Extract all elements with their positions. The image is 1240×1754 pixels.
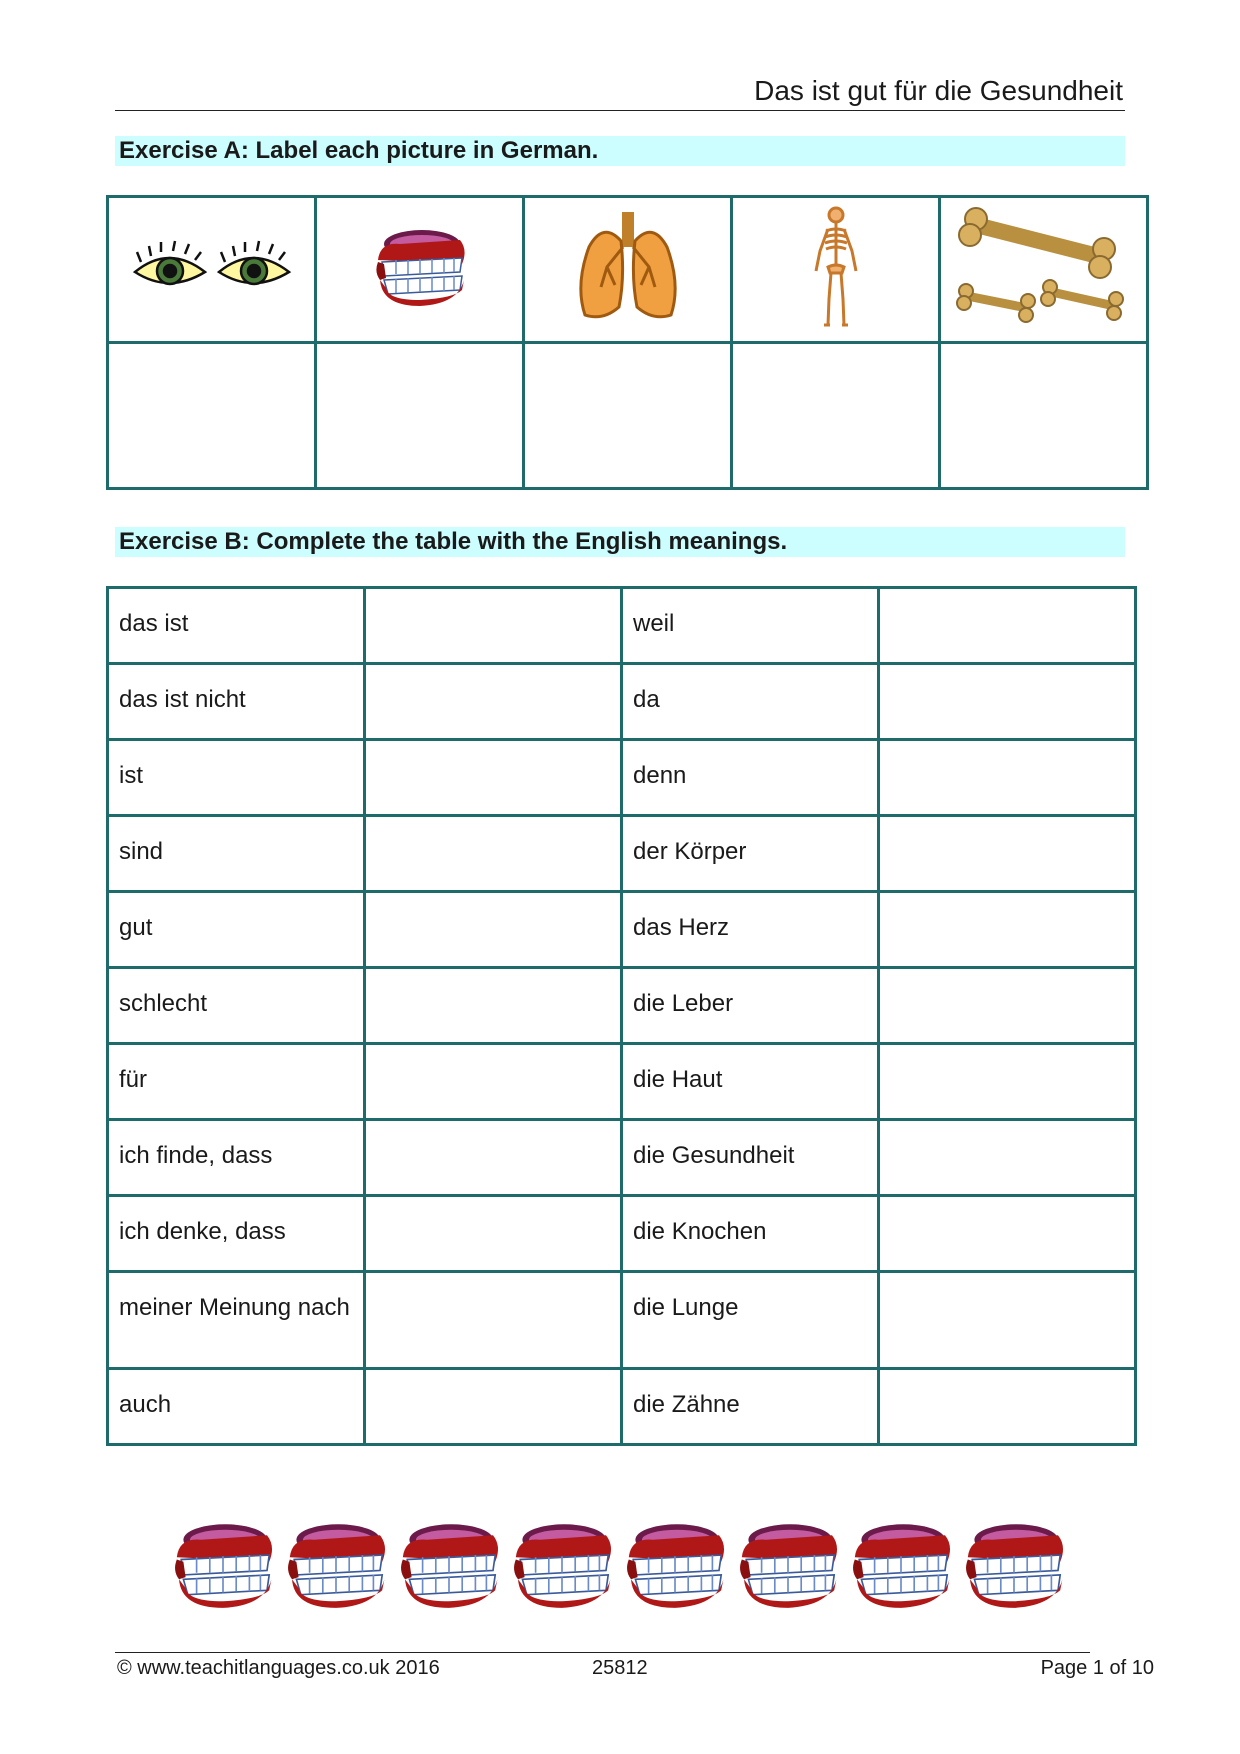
answer-cell[interactable]: [108, 343, 316, 489]
answer-cell[interactable]: [365, 1044, 622, 1120]
table-row: [108, 664, 1136, 740]
lungs-icon: [573, 207, 683, 327]
picture-row: [108, 197, 1148, 343]
skeleton-icon: [806, 205, 866, 330]
answer-cell[interactable]: [365, 1196, 622, 1272]
teeth-icon: [394, 1515, 504, 1615]
teeth-icon: [959, 1515, 1069, 1615]
picture-cell-teeth: [316, 197, 524, 343]
table-row: [108, 1272, 1136, 1369]
german-word: ist: [108, 740, 365, 816]
table-row: [108, 1044, 1136, 1120]
table-row: [108, 1196, 1136, 1272]
answer-cell[interactable]: [879, 1369, 1136, 1445]
exercise-b-heading: Exercise B: Complete the table with the English meanings.: [115, 527, 1125, 557]
german-word: denn: [622, 740, 879, 816]
answer-cell[interactable]: [879, 892, 1136, 968]
german-word: die Haut: [622, 1044, 879, 1120]
picture-cell-bones: [940, 197, 1148, 343]
german-word: ich finde, dass: [108, 1120, 365, 1196]
page-title: Das ist gut für die Gesundheit: [754, 75, 1123, 106]
picture-cell-eyes: [108, 197, 316, 343]
answer-cell[interactable]: [879, 588, 1136, 664]
answer-cell[interactable]: [732, 343, 940, 489]
table-row: [108, 892, 1136, 968]
answer-cell[interactable]: [879, 1044, 1136, 1120]
teeth-icon: [507, 1515, 617, 1615]
footer-rule: [115, 1652, 1090, 1653]
footer-page-number: Page 1 of 10: [1040, 1657, 1154, 1679]
footer-copyright: © www.teachitlanguages.co.uk 2016: [117, 1657, 440, 1679]
table-row: [108, 968, 1136, 1044]
german-word: für: [108, 1044, 365, 1120]
answer-cell[interactable]: [879, 740, 1136, 816]
table-row: [108, 740, 1136, 816]
teeth-icon: [846, 1515, 956, 1615]
teeth-decoration: [168, 1515, 1078, 1615]
german-word: meiner Meinung nach: [108, 1272, 365, 1369]
answer-cell[interactable]: [524, 343, 732, 489]
answer-cell[interactable]: [365, 892, 622, 968]
answer-row: [108, 343, 1148, 489]
german-word: schlecht: [108, 968, 365, 1044]
exercise-a-heading: Exercise A: Label each picture in German.: [115, 136, 1125, 166]
answer-cell[interactable]: [365, 740, 622, 816]
german-word: die Zähne: [622, 1369, 879, 1445]
answer-cell[interactable]: [365, 968, 622, 1044]
footer-code: 25812: [592, 1657, 648, 1679]
teeth-icon: [370, 222, 470, 312]
german-word: weil: [622, 588, 879, 664]
answer-cell[interactable]: [365, 1120, 622, 1196]
german-word: sind: [108, 816, 365, 892]
teeth-icon: [168, 1515, 278, 1615]
answer-cell[interactable]: [316, 343, 524, 489]
answer-cell[interactable]: [365, 588, 622, 664]
answer-cell[interactable]: [365, 816, 622, 892]
german-word: die Knochen: [622, 1196, 879, 1272]
answer-cell[interactable]: [879, 1272, 1136, 1369]
bones-icon: [954, 205, 1134, 330]
eyes-icon: [127, 232, 297, 302]
answer-cell[interactable]: [365, 664, 622, 740]
answer-cell[interactable]: [879, 1196, 1136, 1272]
answer-cell[interactable]: [879, 664, 1136, 740]
answer-cell[interactable]: [365, 1369, 622, 1445]
table-row: [108, 1369, 1136, 1445]
german-word: der Körper: [622, 816, 879, 892]
table-row: [108, 588, 1136, 664]
german-word: da: [622, 664, 879, 740]
teeth-icon: [620, 1515, 730, 1615]
answer-cell[interactable]: [879, 816, 1136, 892]
teeth-icon: [733, 1515, 843, 1615]
german-word: auch: [108, 1369, 365, 1445]
title-rule: [115, 110, 1125, 111]
answer-cell[interactable]: [879, 1120, 1136, 1196]
vocab-table: [106, 586, 1137, 1446]
german-word: das ist nicht: [108, 664, 365, 740]
table-row: [108, 816, 1136, 892]
german-word: das Herz: [622, 892, 879, 968]
answer-cell[interactable]: [879, 968, 1136, 1044]
table-row: [108, 1120, 1136, 1196]
picture-cell-skeleton: [732, 197, 940, 343]
german-word: die Lunge: [622, 1272, 879, 1369]
german-word: ich denke, dass: [108, 1196, 365, 1272]
answer-cell[interactable]: [940, 343, 1148, 489]
german-word: das ist: [108, 588, 365, 664]
german-word: gut: [108, 892, 365, 968]
answer-cell[interactable]: [365, 1272, 622, 1369]
german-word: die Leber: [622, 968, 879, 1044]
german-word: die Gesundheit: [622, 1120, 879, 1196]
teeth-icon: [281, 1515, 391, 1615]
picture-table: [106, 195, 1149, 490]
picture-cell-lungs: [524, 197, 732, 343]
